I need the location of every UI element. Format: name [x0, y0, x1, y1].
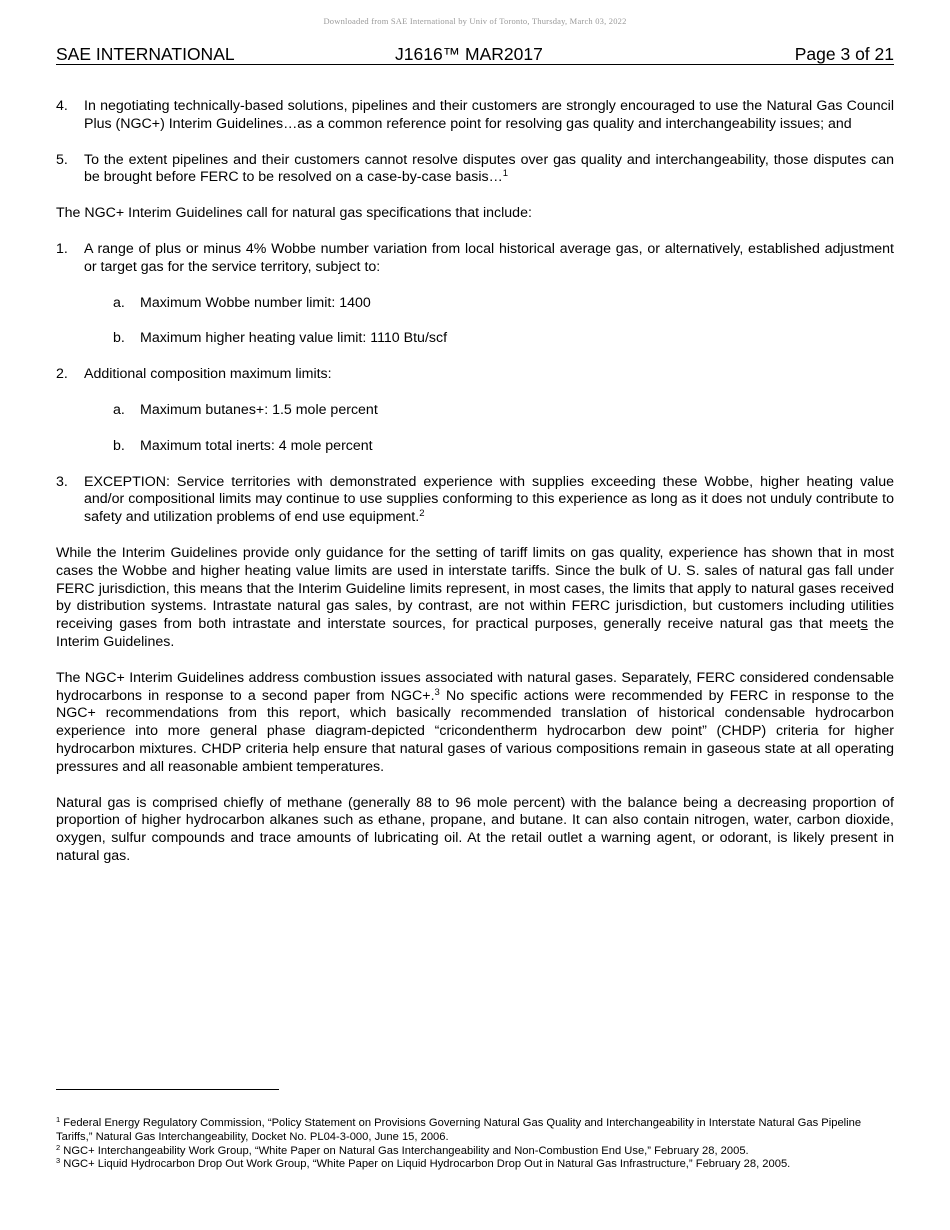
- paragraph-natural-gas-composition: Natural gas is comprised chiefly of methane (generally 88 to 96 mole percent) with the balance being a decreasing proportion of proportion of higher hydrocarbon alkanes such as ethane, propane, and butane. It can also contain nitrogen, water, carbon dioxide, oxygen, sulfur compounds and trace amounts of lubricating oil. At the retail outlet a warning agent, or odorant, is likely present in natural gas.: [56, 794, 894, 864]
- underlined-letter: s: [860, 616, 868, 633]
- header-page-number: Page 3 of 21: [794, 44, 894, 64]
- list-number: 5.: [56, 151, 68, 168]
- paragraph-text: the Interim Guidelines.: [56, 616, 894, 650]
- footnote-text: NGC+ Liquid Hydrocarbon Drop Out Work Group, “White Paper on Liquid Hydrocarbon Drop Out in Natural Gas Infrastructure,” February 28, 2005.: [60, 1158, 791, 1171]
- sublist-text: Maximum Wobbe number limit: 1400: [140, 294, 371, 311]
- sublist-letter: b.: [113, 437, 125, 454]
- footnote-3: [56, 1158, 894, 1172]
- list-number: 2.: [56, 366, 68, 383]
- spec-item-1: [56, 241, 894, 277]
- spec-subitem-1b: [56, 330, 894, 348]
- list-text: A range of plus or minus 4% Wobbe number variation from local historical average gas, or alternatively, established adjustment or target gas for the service territory, subject to:: [84, 240, 894, 275]
- list-text: Additional composition maximum limits:: [84, 366, 332, 383]
- footnotes: [56, 1117, 894, 1172]
- footnote-ref[interactable]: 3: [434, 686, 440, 698]
- list-item-4: [56, 98, 894, 134]
- footnote-mark: 3: [56, 1156, 61, 1166]
- list-number: 4.: [56, 98, 68, 114]
- sublist-letter: a.: [113, 294, 125, 311]
- list-item-5: [56, 152, 894, 188]
- spec-subitem-2b: [56, 438, 894, 456]
- paragraph-combustion-issues: [56, 670, 894, 777]
- header-organization: SAE INTERNATIONAL: [56, 44, 235, 64]
- footnote-mark: 2: [56, 1142, 61, 1152]
- spec-item-3: [56, 474, 894, 527]
- download-watermark: Downloaded from SAE International by Univ of Toronto, Thursday, March 03, 2022: [323, 16, 627, 26]
- footnote-separator: [56, 1089, 279, 1090]
- footnote-mark: 1: [56, 1115, 61, 1124]
- paragraph-interim-guidelines: [56, 545, 894, 652]
- sublist-text: Maximum butanes+: 1.5 mole percent: [140, 401, 378, 418]
- list-number: 3.: [56, 473, 68, 490]
- footnote-1: [56, 1117, 894, 1145]
- sublist-letter: b.: [113, 330, 125, 347]
- spec-item-2: [56, 366, 894, 384]
- footnote-text: Federal Energy Regulatory Commission, “Policy Statement on Provisions Governing Natural Gas Quality and Interchangeability in Interstate Natural Gas Pipeline Tariffs,” Natural Gas Interchangeability, Docket No. PL04-3-000, June 15, 2006.: [56, 1117, 862, 1143]
- header-document-id: J1616™ MAR2017: [395, 44, 543, 64]
- paragraph-text: The NGC+ Interim Guidelines address combustion issues associated with natural gases. Separately, FERC considered condensable hydrocarbons in response to a second paper from NGC+.: [56, 669, 894, 704]
- footnote-ref[interactable]: 2: [419, 508, 425, 520]
- footnote-2: [56, 1142, 894, 1159]
- sublist-text: Maximum total inerts: 4 mole percent: [140, 437, 373, 454]
- list-text: To the extent pipelines and their customers cannot resolve disputes over gas quality and interchangeability, those disputes can be brought before FERC to be resolved on a case-by-case basis…: [84, 151, 894, 186]
- list-number: 1.: [56, 240, 68, 257]
- footnote-text: NGC+ Interchangeability Work Group, “White Paper on Natural Gas Interchangeability and Non-Combustion End Use,” February 28, 2005.: [60, 1144, 749, 1157]
- page-header: [56, 44, 894, 65]
- intro-paragraph: The NGC+ Interim Guidelines call for natural gas specifications that include:: [56, 205, 532, 222]
- sublist-letter: a.: [113, 401, 125, 418]
- footnote-ref[interactable]: 1: [502, 168, 509, 180]
- paragraph-text: No specific actions were recommended by FERC in response to the NGC+ recommendations from this report, which basically recommended translation of historical condensable hydrocarbon experience into more general phase diagram-depicted “cricondentherm hydrocarbon dew point” (CHDP) criteria for higher hydrocarbon mixtures. CHDP criteria help ensure that natural gases of various compositions remain in gaseous state at all operating pressures and all reasonable ambient temperatures.: [56, 687, 895, 775]
- sublist-text: Maximum higher heating value limit: 1110 Btu/scf: [140, 330, 448, 347]
- document-body: [56, 98, 894, 866]
- list-text: EXCEPTION: Service territories with demonstrated experience with supplies exceeding these Wobbe, higher heating value and/or compositional limits may continue to use supplies conforming to this experience as long as it does not unduly contribute to safety and utilization problems of end use equipment.: [84, 473, 894, 526]
- list-text: In negotiating technically-based solutions, pipelines and their customers are strongly encouraged to use the Natural Gas Council Plus (NGC+) Interim Guidelines…as a common reference point for resolving gas quality and interchangeability issues; and: [84, 98, 894, 132]
- spec-subitem-2a: [56, 402, 894, 420]
- spec-subitem-1a: [56, 295, 894, 313]
- paragraph-text: While the Interim Guidelines provide only guidance for the setting of tariff limits on gas quality, experience has shown that in most cases the Wobbe and higher heating value limits are used in interstate tariffs. Since the bulk of U. S. sales of natural gas fall under FERC jurisdiction, this means that the Interim Guideline limits represent, in most cases, the limits that apply to natural gases received by distribution systems. Intrastate natural gas sales, by contrast, are not within FERC jurisdiction, but customers including utilities receiving gases from both intrastate and interstate sources, for practical purposes, generally receive natural gas that meet: [56, 544, 894, 633]
